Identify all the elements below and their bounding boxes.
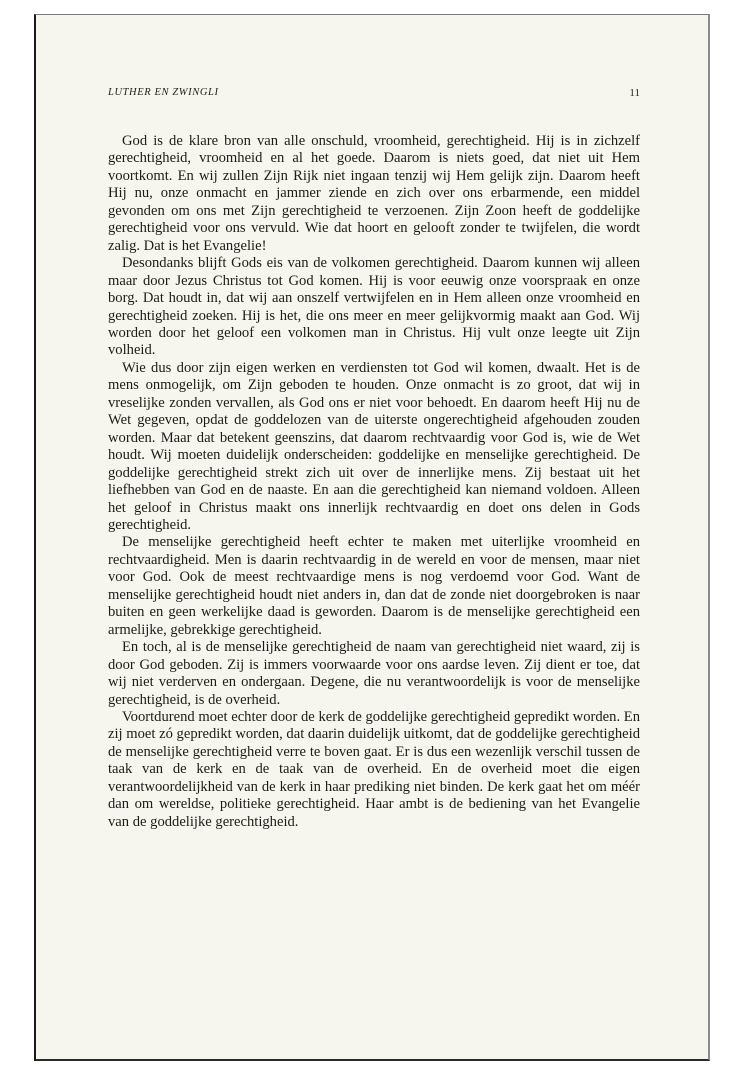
running-head-title: LUTHER EN ZWINGLI xyxy=(108,87,219,98)
running-head xyxy=(108,87,640,105)
page-number: 11 xyxy=(629,87,640,99)
paragraph: Desondanks blijft Gods eis van de volkomen gerechtigheid. Daarom kunnen wij alleen maar door Jezus Christus tot God komen. Hij is voor eeuwig onze voorspraak en onze borg. Dat houdt in, dat wij aan onszelf vertwijfelen en in Hem alleen onze vroomheid en gerechtigheid zoeken. Hij is het, die ons meer en meer gelijkvormig maakt aan God. Wij worden door het geloof een volkomen man in Christus. Hij vult onze leegte uit Zijn volheid. xyxy=(108,255,640,359)
paragraph: De menselijke gerechtigheid heeft echter te maken met uiterlijke vroomheid en rechtvaardigheid. Men is daarin rechtvaardig in de wereld en voor de mensen, maar niet voor God. Ook de meest rechtvaardige mens is nog verdoemd voor God. Want de menselijke gerechtigheid houdt niet anders in, dan dat de zonde niet doorgebroken is naar buiten en geen werkelijke daad is geworden. Daarom is de menselijke gerechtigheid een armelijke, gebrekkige gerechtigheid. xyxy=(108,534,640,638)
paragraph: En toch, al is de menselijke gerechtigheid de naam van gerechtigheid niet waard, zij is door God geboden. Zij is immers voorwaarde voor ons aardse leven. Zij dient er toe, dat wij niet verderven en ondergaan. Degene, die nu verantwoordelijk is voor de menselijke gerechtigheid, is de overheid. xyxy=(108,639,640,708)
body-text xyxy=(108,133,640,831)
paragraph: Voortdurend moet echter door de kerk de goddelijke gerechtigheid gepredikt worden. En zij moet zó gepredikt worden, dat daarin duidelijk uitkomt, dat de goddelijke gerechtigheid de menselijke gerechtigheid verre te boven gaat. Er is dus een wezenlijk verschil tussen de taak van de kerk en de taak van de overheid. En de overheid moet die eigen verantwoordelijkheid van de kerk in haar prediking niet binden. De kerk gaat het om méér dan om wereldse, politieke gerechtigheid. Haar ambt is de bediening van het Evangelie van de goddelijke gerechtigheid. xyxy=(108,708,640,830)
book-page xyxy=(34,14,710,1061)
paragraph: God is de klare bron van alle onschuld, vroomheid, gerechtigheid. Hij is in zichzelf gerechtigheid, vroomheid en al het goede. Daarom is niets goed, dat niet uit Hem voortkomt. En wij zullen Zijn Rijk niet ingaan tenzij wij Hem gelijk zijn. Daarom heeft Hij nu, onze onmacht en jammer ziende en zich over ons erbarmende, een middel gevonden om ons met Zijn gerechtigheid te verzoenen. Zijn Zoon heeft de goddelijke gerechtigheid voor ons vervuld. Wie dat hoort en gelooft zonder te twijfelen, die wordt zalig. Dat is het Evangelie! xyxy=(108,133,640,254)
paragraph: Wie dus door zijn eigen werken en verdiensten tot God wil komen, dwaalt. Het is de mens onmogelijk, om Zijn geboden te houden. Onze onmacht is zo groot, dat wij in vreselijke zonden vervallen, als God ons er niet voor behoedt. En daarom heeft Hij nu de Wet gegeven, opdat de goddelozen van de uiterste ongerechtigheid afgehouden zouden worden. Maar dat betekent geenszins, dat daarom rechtvaardig voor God is, wie de Wet houdt. Wij moeten duidelijk onderscheiden: goddelijke en menselijke gerechtigheid. De goddelijke gerechtigheid strekt zich uit over de innerlijke mens. Zij bestaat uit het liefhebben van God en de naaste. En aan die gerechtigheid kan niemand voldoen. Alleen het geloof in Christus maakt ons innerlijk rechtvaardig en doet ons delen in Gods gerechtigheid. xyxy=(108,359,640,533)
